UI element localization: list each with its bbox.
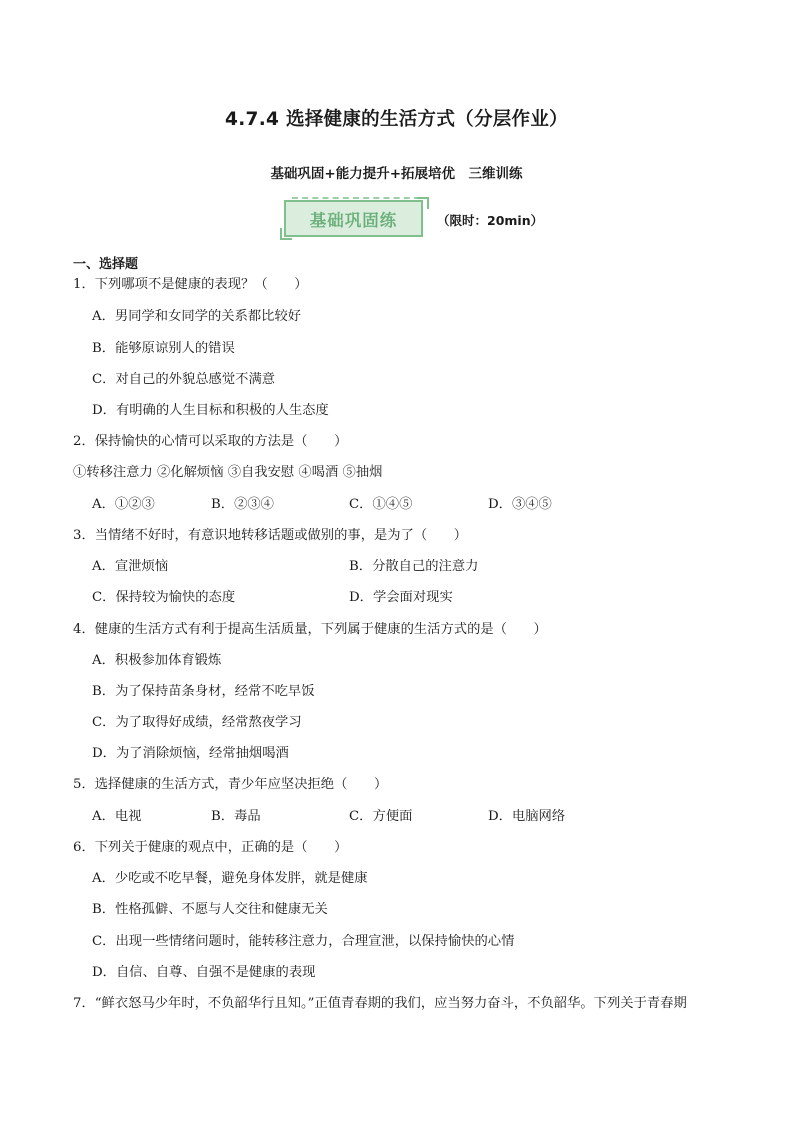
question-1-stem: 1．下列哪项不是健康的表现？（ ） — [73, 277, 308, 292]
question-6-stem: 6．下列关于健康的观点中，正确的是（ ） — [73, 840, 348, 855]
question-7-stem: 7．“鲜衣怒马少年时，不负韶华行且知。”正值青春期的我们，应当努力奋斗，不负韶华。下列关于青春期 — [73, 996, 687, 1011]
question-6-option-c: C．出现一些情绪问题时，能转移注意力，合理宣泄，以保持愉快的心情 — [92, 934, 515, 949]
question-1-option-c: C．对自己的外貌总感觉不满意 — [92, 372, 276, 387]
question-6-option-a: A．少吃或不吃早餐，避免身体发胖，就是健康 — [92, 871, 368, 886]
question-4-stem: 4．健康的生活方式有利于提高生活质量，下列属于健康的生活方式的是（ ） — [73, 622, 547, 637]
question-3-option-d: D．学会面对现实 — [349, 590, 453, 605]
question-1-option-a: A．男同学和女同学的关系都比较好 — [92, 309, 302, 324]
page-title: 4.7.4 选择健康的生活方式（分层作业） — [225, 109, 568, 130]
question-5-option-a: A．电视 — [92, 809, 142, 824]
section-badge — [284, 200, 429, 238]
question-1-option-d: D．有明确的人生目标和积极的人生态度 — [92, 403, 329, 418]
question-2-option-b: B．②③④ — [211, 497, 274, 512]
page-subtitle: 基础巩固+能力提升+拓展培优 三维训练 — [270, 166, 523, 182]
question-4-option-b: B．为了保持苗条身材，经常不吃早饭 — [92, 684, 315, 699]
question-2-option-c: C．①④⑤ — [349, 497, 413, 512]
question-2-stem: 2．保持愉快的心情可以采取的方法是（ ） — [73, 434, 348, 449]
question-5-option-c: C．方便面 — [349, 809, 413, 824]
question-4-option-d: D．为了消除烦恼，经常抽烟喝酒 — [92, 746, 289, 761]
badge-corner-decoration — [280, 228, 292, 240]
time-limit: （限时：20min） — [437, 213, 544, 228]
question-2-items: ①转移注意力 ②化解烦恼 ③自我安慰 ④喝酒 ⑤抽烟 — [73, 465, 383, 480]
badge-label: 基础巩固练 — [284, 200, 423, 237]
question-2-option-a: A．①②③ — [92, 497, 155, 512]
question-5-option-b: B．毒品 — [211, 809, 261, 824]
question-6-option-d: D．自信、自尊、自强不是健康的表现 — [92, 965, 316, 980]
question-4-option-a: A．积极参加体育锻炼 — [92, 653, 222, 668]
question-2-option-d: D．③④⑤ — [488, 497, 552, 512]
question-5-option-d: D．电脑网络 — [488, 809, 566, 824]
question-3-option-c: C．保持较为愉快的态度 — [92, 590, 236, 605]
badge-dash-top — [292, 197, 420, 199]
question-5-stem: 5．选择健康的生活方式，青少年应坚决拒绝（ ） — [73, 777, 388, 792]
question-3-stem: 3．当情绪不好时，有意识地转移话题或做别的事，是为了（ ） — [73, 528, 468, 543]
question-3-option-a: A．宣泄烦恼 — [92, 559, 169, 574]
question-6-option-b: B．性格孤僻、不愿与人交往和健康无关 — [92, 902, 328, 917]
question-1-option-b: B．能够原谅别人的错误 — [92, 341, 235, 356]
section-heading: 一、选择题 — [73, 257, 139, 272]
badge-corner-decoration — [417, 197, 429, 209]
question-3-option-b: B．分散自己的注意力 — [349, 559, 479, 574]
question-4-option-c: C．为了取得好成绩，经常熬夜学习 — [92, 715, 302, 730]
